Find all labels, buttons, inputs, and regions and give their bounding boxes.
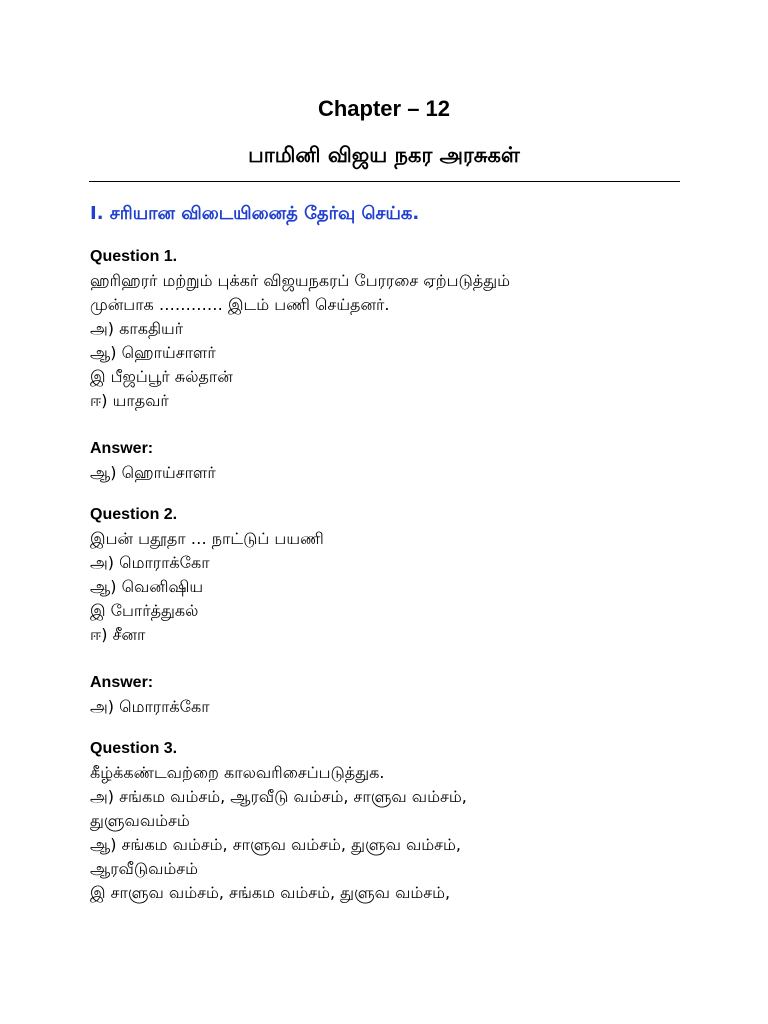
chapter-tamil-title: பாமினி விஜய நகர அரசுகள் (248, 143, 520, 167)
spacer (90, 413, 690, 437)
question-label: Question 1. (90, 248, 178, 265)
answer-option: இ போர்த்துகல் (90, 601, 199, 620)
answer-label: Answer: (90, 440, 154, 457)
spacer (90, 485, 690, 503)
answer-text: ஆ) ஹொய்சாளர் (90, 463, 216, 482)
answer-option-continued: ஆரவீடுவம்சம் (90, 859, 199, 878)
question-label: Question 3. (90, 740, 178, 757)
question-stem-line: முன்பாக ………… இடம் பணி செய்தனர். (90, 295, 390, 314)
answer-option: ஆ) ஹொய்சாளர் (90, 343, 216, 362)
question-block-2 (90, 503, 690, 737)
answer-option-continued: துளுவவம்சம் (90, 811, 190, 830)
answer-text: அ) மொராக்கோ (90, 697, 210, 716)
question-block-3 (90, 737, 690, 905)
question-block-1 (90, 245, 690, 503)
answer-option: அ) காகதியர் (90, 319, 184, 338)
question-label: Question 2. (90, 506, 178, 523)
question-stem-line: கீழ்க்கண்டவற்றை காலவரிசைப்படுத்துக. (90, 763, 385, 782)
spacer (90, 647, 690, 671)
question-stem-line: இபன் பதூதா … நாட்டுப் பயணி (90, 529, 324, 548)
title-divider (89, 181, 680, 182)
answer-option: ஈ) சீனா (90, 625, 146, 644)
answer-option: ஆ) சங்கம வம்சம், சாளுவ வம்சம், துளுவ வம்சம், (90, 835, 461, 854)
answer-option: அ) மொராக்கோ (90, 553, 210, 572)
section-heading: I. சரியான விடையினைத் தேர்வு செய்க. (90, 203, 420, 224)
questions-content (90, 245, 690, 905)
answer-option: ஈ) யாதவர் (90, 391, 169, 410)
answer-option: இ பீஜப்பூர் சுல்தான் (90, 367, 233, 386)
question-stem-line: ஹரிஹரர் மற்றும் புக்கர் விஜயநகரப் பேரரசை ஏற்படுத்தும் (90, 271, 510, 290)
answer-option: அ) சங்கம வம்சம், ஆரவீடு வம்சம், சாளுவ வம்சம், (90, 787, 467, 806)
answer-label: Answer: (90, 674, 154, 691)
answer-option: இ சாளுவ வம்சம், சங்கம வம்சம், துளுவ வம்சம், (90, 883, 451, 902)
answer-option: ஆ) வெனிஷிய (90, 577, 204, 596)
chapter-title: Chapter – 12 (317, 96, 451, 121)
spacer (90, 719, 690, 737)
